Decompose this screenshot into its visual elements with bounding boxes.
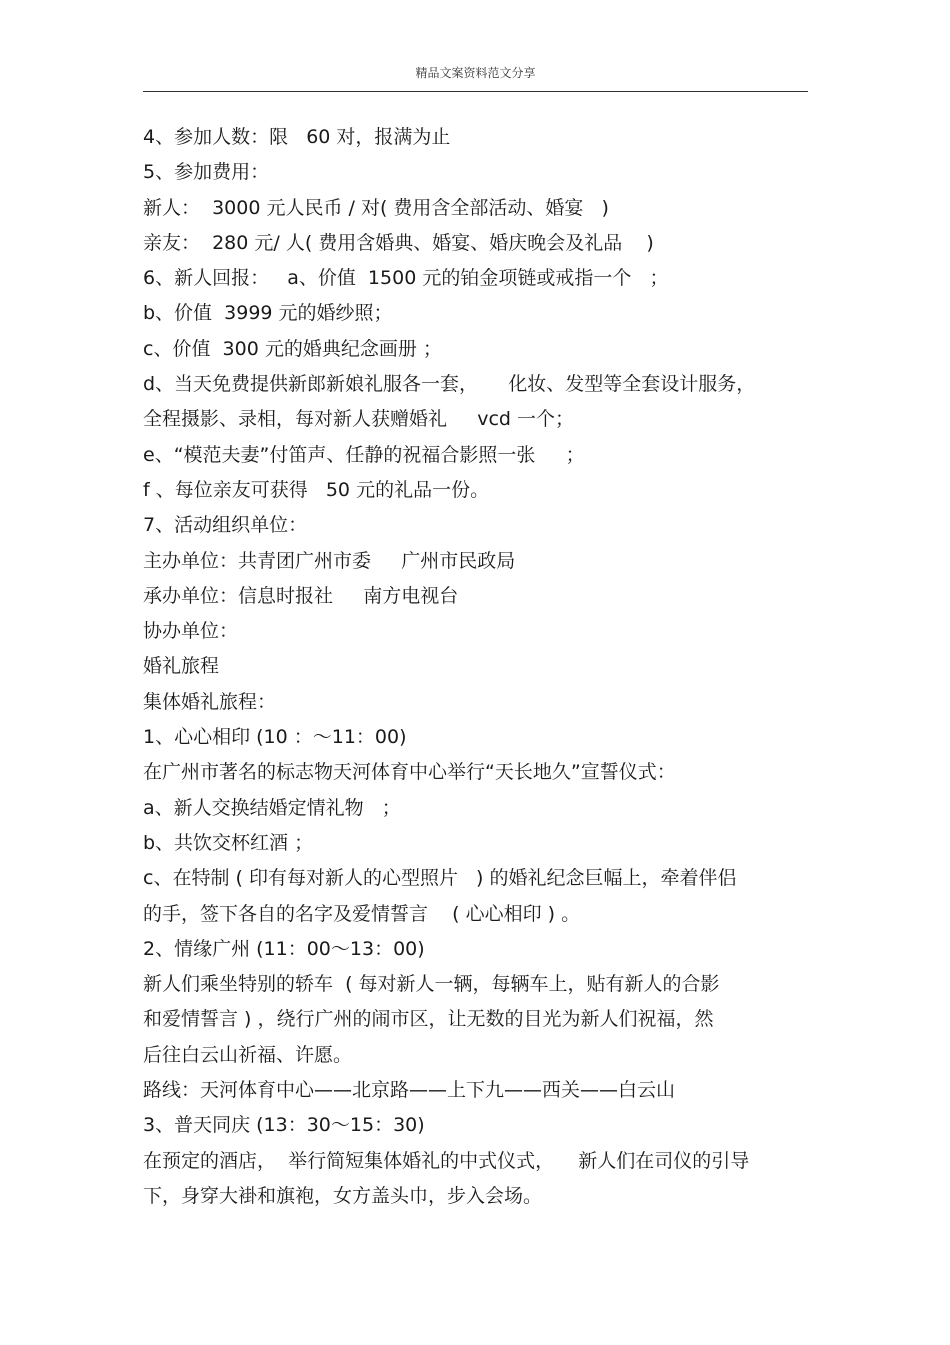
text-line: 路线：天河体育中心——北京路——上下九——西关——白云山	[143, 1079, 676, 1102]
text-line: 的手，签下各自的名字及爱情誓言 ( 心心相印 ) 。	[143, 902, 581, 925]
text-line: 7、活动组织单位：	[143, 514, 308, 537]
page-header	[143, 62, 808, 92]
text-line: 集体婚礼旅程：	[143, 690, 277, 713]
text-line: 2、情缘广州 (11：00～13：00)	[143, 937, 425, 960]
text-line: 新人： 3000 元人民币 / 对( 费用含全部活动、婚宴 )	[143, 196, 609, 219]
text-line: c、价值 300 元的婚典纪念画册 ；	[143, 337, 442, 360]
text-line: 在预定的酒店， 举行简短集体婚礼的中式仪式， 新人们在司仪的引导	[143, 1149, 750, 1172]
text-line: 婚礼旅程	[143, 655, 220, 678]
text-line: 协办单位：	[143, 620, 239, 643]
text-line: 6、新人回报： a、价值 1500 元的铂金项链或戒指一个 ；	[143, 267, 669, 290]
text-line: 在广州市著名的标志物天河体育中心举行“天长地久”宣誓仪式：	[143, 761, 676, 784]
text-line: 新人们乘坐特别的轿车 ( 每对新人一辆，每辆车上，贴有新人的合影	[143, 973, 720, 996]
text-line: a、新人交换结婚定情礼物 ；	[143, 796, 401, 819]
text-line: b、共饮交杯红酒 ；	[143, 831, 314, 854]
text-line: 1、心心相印 (10 ：～11：00)	[143, 726, 407, 749]
text-line: 承办单位：信息时报社 南方电视台	[143, 584, 459, 607]
text-line: 下，身穿大褂和旗袍，女方盖头巾，步入会场。	[143, 1184, 543, 1207]
text-line: b、价值 3999 元的婚纱照；	[143, 302, 393, 325]
text-line: 主办单位：共青团广州市委 广州市民政局	[143, 549, 516, 572]
document-body	[143, 120, 808, 1214]
text-line: 和爱情誓言 ) ，绕行广州的闹市区，让无数的目光为新人们祝福，然	[143, 1008, 714, 1031]
text-line: 后往白云山祈福、许愿。	[143, 1043, 353, 1066]
text-line: 亲友： 280 元/ 人( 费用含婚典、婚宴、婚庆晚会及礼品 )	[143, 231, 654, 254]
text-line: e、“模范夫妻”付笛声、任静的祝福合影照一张 ；	[143, 443, 585, 466]
text-line: 4、参加人数：限 60 对，报满为止	[143, 126, 451, 148]
text-line: f 、每位亲友可获得 50 元的礼品一份。	[143, 478, 490, 501]
text-line: d、当天免费提供新郎新娘礼服各一套， 化妆、发型等全套设计服务，	[143, 373, 756, 396]
header-title: 精品文案资料范文分享	[415, 66, 536, 80]
text-line: 5、参加费用：	[143, 161, 270, 184]
text-line: 全程摄影、录相，每对新人获赠婚礼 vcd 一个；	[143, 408, 574, 431]
text-line: c、在特制 ( 印有每对新人的心型照片 ) 的婚礼纪念巨幅上，牵着伴侣	[143, 867, 737, 890]
text-line: 3、普天同庆 (13：30～15：30)	[143, 1114, 425, 1137]
